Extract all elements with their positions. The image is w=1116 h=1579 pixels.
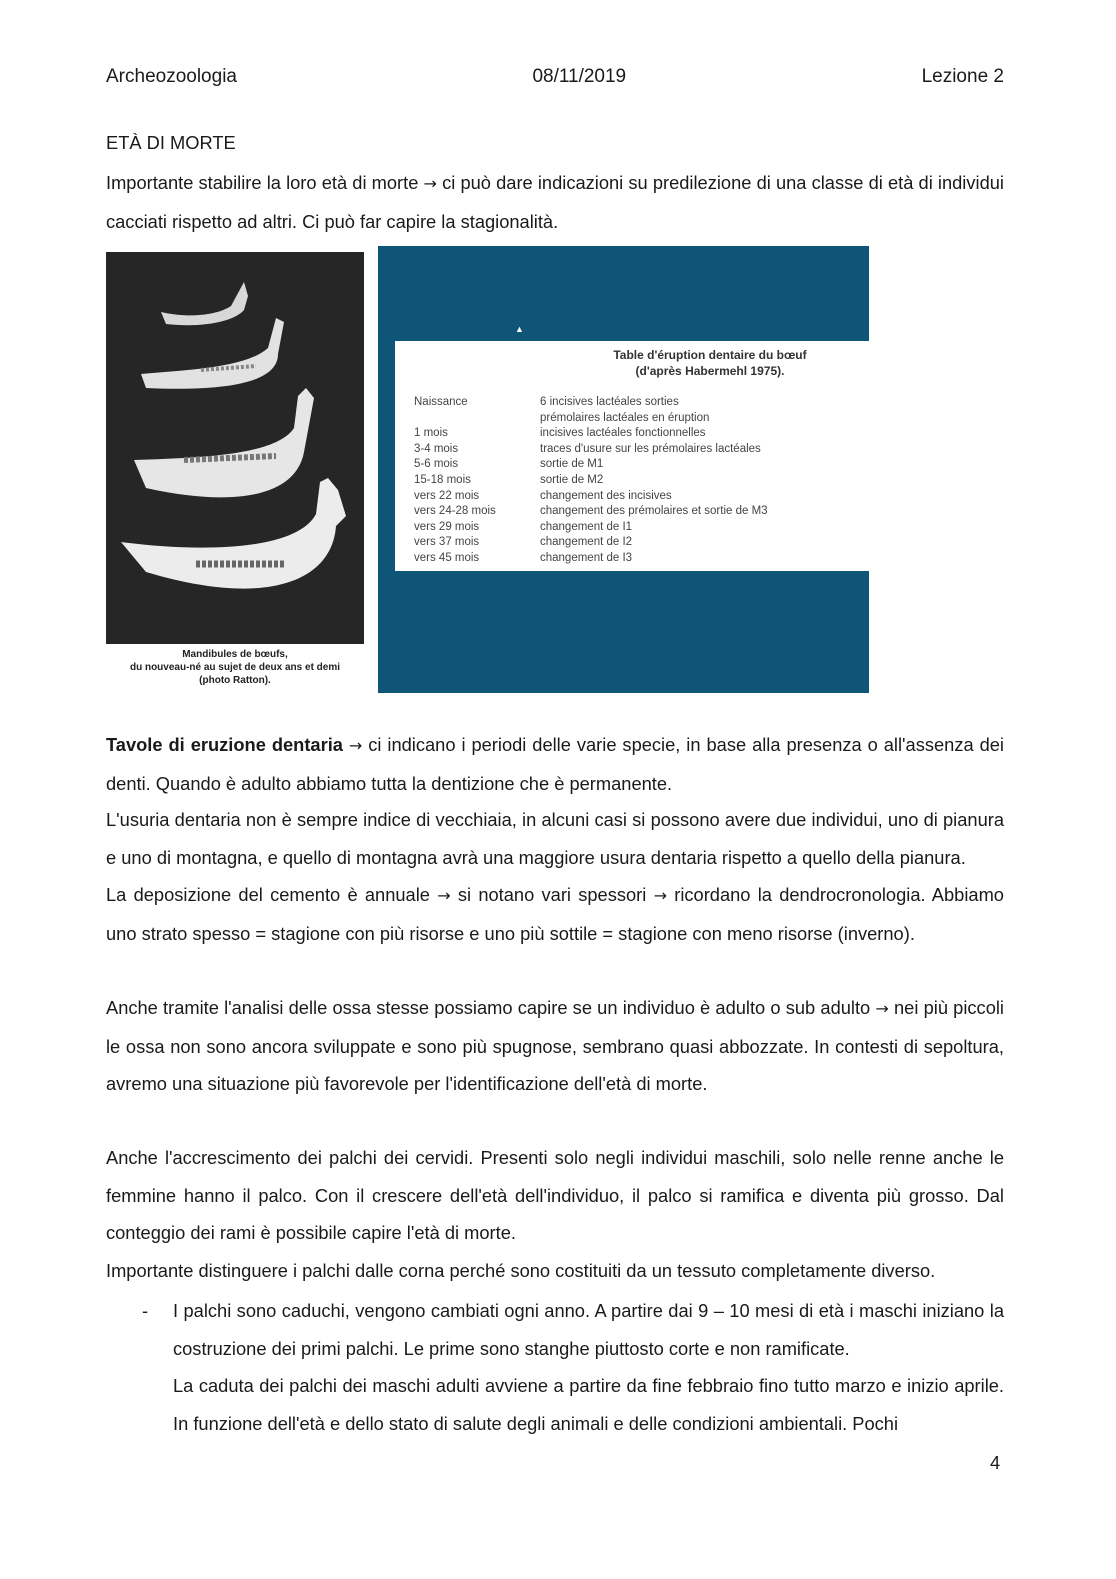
row-age: vers 22 mois — [414, 489, 480, 502]
paragraph-antlers-horns: Importante distinguere i palchi dalle corna perché sono costituiti da un tessuto completamente diverso. — [106, 1260, 936, 1281]
arrow-icon: → — [423, 174, 437, 193]
row-age: vers 45 mois — [414, 552, 480, 564]
row-desc: changement de I3 — [540, 552, 633, 564]
row-desc: traces d'usure sur les prémolaires lactéales — [540, 442, 761, 455]
intro-text-1: Importante stabilire la loro età di morte — [106, 172, 419, 193]
caption-line-3: (photo Ratton). — [199, 675, 271, 686]
row-desc: changement de I1 — [540, 520, 633, 533]
cement-text-2: si notano vari spessori — [457, 884, 647, 905]
table-title-line-1: Table d'éruption dentaire du bœuf — [613, 348, 807, 362]
list-item-text-1: I palchi sono caduchi, vengono cambiati ogni anno. A partire dai 9 – 10 mesi di età i maschi iniziano la costruzione dei primi palchi. Le prime sono stanghe piuttosto corte e non ramificate. — [173, 1300, 1004, 1359]
paragraph-antlers: Anche l'accrescimento dei palchi dei cervidi. Presenti solo negli individui maschili, solo nelle renne anche le femmine hanno il palco. Con il crescere dell'età dell'individuo, il palco si ramifica e diventa più grosso. Dal conteggio dei rami è possibile capire l'età di morte. — [106, 1147, 1004, 1244]
mandibles-illustration — [106, 252, 366, 644]
row-desc: prémolaires lactéales en éruption — [540, 411, 710, 424]
row-desc: incisives lactéales fonctionnelles — [540, 427, 706, 440]
row-age: 3-4 mois — [414, 442, 459, 455]
header-date: 08/11/2019 — [532, 66, 627, 87]
photo-caption — [106, 648, 364, 687]
list-item-text-2: La caduta dei palchi dei maschi adulti avviene a partire da fine febbraio fino tutto marzo e inizio aprile. In funzione dell'età e dello stato di salute degli animali e delle condizioni ambientali. Pochi — [173, 1375, 1004, 1434]
paragraph-cement — [106, 876, 1004, 952]
row-desc: sortie de M1 — [540, 458, 604, 471]
row-age: 5-6 mois — [414, 458, 459, 471]
row-desc: changement de I2 — [540, 536, 633, 549]
row-age: vers 24-28 mois — [414, 505, 496, 518]
cement-text-3: ricordano la dendrocronologia. Abbiamo uno strato spesso = stagione con più risorse e uno più sottile = stagione con meno risorse (inverno). — [106, 884, 1004, 944]
eruption-tables-text: ci indicano i periodi delle varie specie, in base alla presenza o all'assenza dei denti. Quando è adulto abbiamo tutta la dentizione che è permanente. — [106, 734, 1004, 794]
row-age: 15-18 mois — [414, 474, 471, 486]
caption-line-2: du nouveau-né au sujet de deux ans et demi — [129, 662, 341, 673]
intro-text-2: ci può dare indicazioni su predilezione di una classe di età di individui cacciati rispetto ad altri. Ci può far capire la stagionalità. — [106, 172, 1004, 232]
list-dash: - — [142, 1300, 149, 1321]
mandible-shape-1 — [161, 282, 248, 325]
table-title-line-2: (d'après Habermehl 1975). — [635, 364, 785, 378]
mandibles-photo-figure — [106, 252, 366, 686]
eruption-table-title — [585, 347, 835, 379]
row-desc: changement des prémolaires et sortie de M3 — [540, 505, 768, 518]
row-desc: 6 incisives lactéales sorties — [540, 396, 679, 408]
header-course: Archeozoologia — [106, 66, 237, 87]
eruption-table-panel — [395, 341, 869, 571]
row-age: vers 29 mois — [414, 520, 480, 533]
eruption-table-figure — [378, 246, 869, 693]
caption-line-1: Mandibules de bœufs, — [182, 649, 288, 660]
page-number: 4 — [990, 1452, 1001, 1473]
section-title: ETÀ DI MORTE — [106, 132, 236, 153]
paragraph-bones — [106, 989, 1004, 1103]
page-header — [106, 66, 1004, 88]
mandible-shape-2 — [141, 318, 284, 389]
row-desc: sortie de M2 — [540, 474, 604, 486]
mandible-shape-3 — [134, 388, 314, 497]
paragraph-tooth-wear: L'usuria dentaria non è sempre indice di vecchiaia, in alcuni casi si possono avere due individui, uno di pianura e uno di montagna, e quello di montagna avrà una maggiore usura dentaria rispetto a quello della pianura. — [106, 809, 1004, 868]
bones-text-2: nei più piccoli le ossa non sono ancora sviluppate e sono più spugnose, sembrano quasi abbozzate. In contesti di sepoltura, avremo una situazione più favorevole per l'identificazione dell'età di morte. — [106, 997, 1004, 1095]
cursor-icon: ▲ — [515, 324, 524, 334]
row-age: Naissance — [414, 396, 468, 408]
arrow-icon: → — [437, 886, 451, 905]
header-lesson: Lezione 2 — [921, 66, 1004, 87]
bones-text-1: Anche tramite l'analisi delle ossa stesse possiamo capire se un individuo è adulto o sub adulto — [106, 997, 871, 1018]
arrow-icon: → — [653, 886, 667, 905]
row-age: vers 37 mois — [414, 536, 480, 549]
row-desc: changement des incisives — [540, 489, 672, 502]
row-age: 1 mois — [414, 427, 448, 440]
term-eruption-tables: Tavole di eruzione dentaria — [106, 734, 343, 755]
intro-paragraph — [106, 164, 1004, 240]
cement-text-1: La deposizione del cemento è annuale — [106, 884, 430, 905]
arrow-icon: → — [348, 736, 363, 755]
arrow-icon: → — [875, 999, 889, 1018]
paragraph-eruption-tables — [106, 726, 1004, 802]
